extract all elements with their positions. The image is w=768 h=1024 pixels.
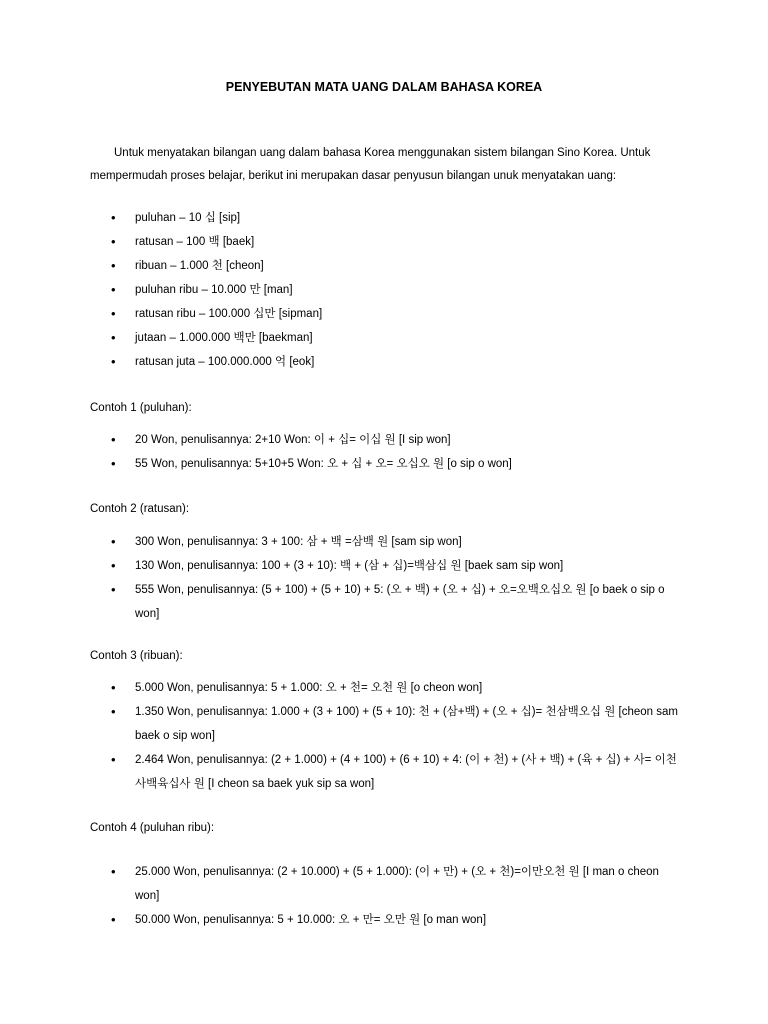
example-list <box>0 428 680 476</box>
example-item: • 300 Won, penulisannya: 3 + 100: 삼 + 백 =삼백 원 [sam sip won] <box>0 530 680 554</box>
unit-item: • puluhan – 10 십 [sip] <box>0 206 680 230</box>
section-heading: Contoh 3 (ribuan): <box>90 650 183 662</box>
intro-text: Untuk menyatakan bilangan uang dalam bahasa Korea menggunakan sistem bilangan Sino Korea. Untuk mempermudah proses belajar, berikut ini merupakan dasar penyusun bilangan unuk menyatakan uang: <box>90 147 651 182</box>
section-heading: Contoh 1 (puluhan): <box>90 402 192 414</box>
example-item: • 50.000 Won, penulisannya: 5 + 10.000: 오 + 만= 오만 원 [o man won] <box>0 908 680 932</box>
unit-list <box>0 206 680 374</box>
example-item: • 555 Won, penulisannya: (5 + 100) + (5 + 10) + 5: (오 + 백) + (오 + 십) + 오=오백오십오 원 [o baek o sip o won] <box>0 578 680 626</box>
document-title: PENYEBUTAN MATA UANG DALAM BAHASA KOREA <box>225 80 543 94</box>
unit-item: • ratusan – 100 백 [baek] <box>0 230 680 254</box>
example-item: • 2.464 Won, penulisannya: (2 + 1.000) + (4 + 100) + (6 + 10) + 4: (이 + 천) + (사 + 백) + (육 + 십) + 사= 이천사백육십사 원 [I cheon sa baek yuk sip sa won] <box>0 748 680 796</box>
example-item: • 5.000 Won, penulisannya: 5 + 1.000: 오 + 천= 오천 원 [o cheon won] <box>0 676 680 700</box>
section-heading: Contoh 2 (ratusan): <box>90 503 190 515</box>
unit-item: • ribuan – 1.000 천 [cheon] <box>0 254 680 278</box>
example-item: • 55 Won, penulisannya: 5+10+5 Won: 오 + 십 + 오= 오십오 원 [o sip o won] <box>0 452 680 476</box>
intro-paragraph <box>90 142 680 188</box>
unit-item: • puluhan ribu – 10.000 만 [man] <box>0 278 680 302</box>
example-item: • 130 Won, penulisannya: 100 + (3 + 10): 백 + (삼 + 십)=백삼십 원 [baek sam sip won] <box>0 554 680 578</box>
unit-item: • jutaan – 1.000.000 백만 [baekman] <box>0 326 680 350</box>
example-list <box>0 860 680 932</box>
example-item: • 20 Won, penulisannya: 2+10 Won: 이 + 십= 이십 원 [I sip won] <box>0 428 680 452</box>
example-list <box>0 530 680 626</box>
example-list <box>0 676 680 796</box>
example-item: • 1.350 Won, penulisannya: 1.000 + (3 + 100) + (5 + 10): 천 + (삼+백) + (오 + 십)= 천삼백오십 원 [cheon sam baek o sip won] <box>0 700 680 748</box>
unit-item: • ratusan ribu – 100.000 십만 [sipman] <box>0 302 680 326</box>
example-item: • 25.000 Won, penulisannya: (2 + 10.000) + (5 + 1.000): (이 + 만) + (오 + 천)=이만오천 원 [I man o cheon won] <box>0 860 680 908</box>
unit-item: • ratusan juta – 100.000.000 억 [eok] <box>0 350 680 374</box>
section-heading: Contoh 4 (puluhan ribu): <box>90 822 215 834</box>
